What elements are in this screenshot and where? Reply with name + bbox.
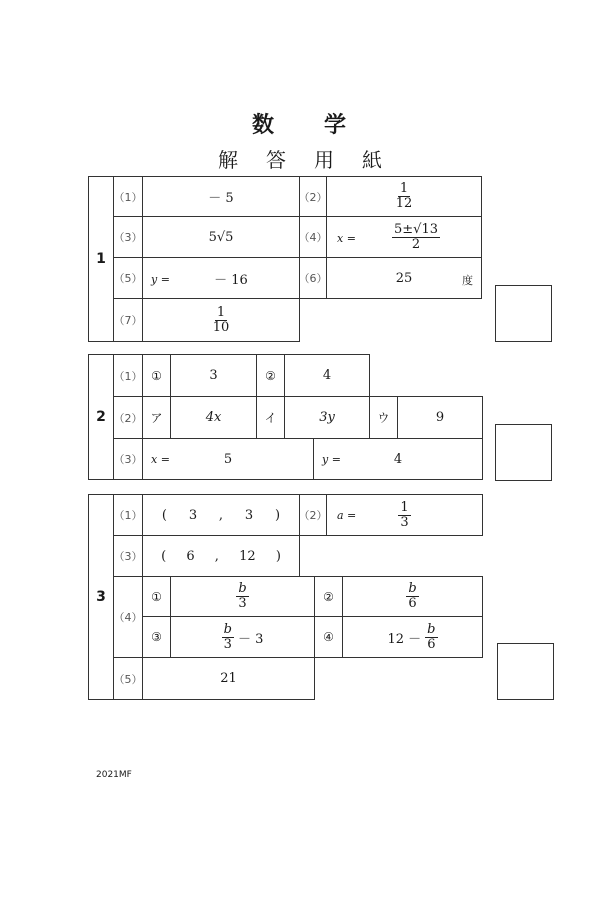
- answer-value: 4: [393, 451, 403, 467]
- comma: ,: [214, 548, 219, 564]
- answer-prefix: y =: [151, 273, 170, 286]
- item-label-3-5: （5）: [113, 657, 143, 700]
- sub-label: ④: [314, 616, 343, 658]
- item-label-3-2: （2）: [299, 494, 327, 536]
- subtitle-char: 紙: [362, 148, 382, 172]
- fraction-denominator: 10: [212, 319, 230, 335]
- item-label-2-2: （2）: [113, 396, 143, 439]
- fraction-numerator: b: [238, 581, 247, 597]
- answer-3-3[interactable]: [142, 535, 300, 577]
- paren-close: ): [275, 507, 281, 523]
- question-number-2: 2: [88, 354, 114, 480]
- item-label-1-2: （2）: [299, 176, 327, 217]
- page-subtitle: [0, 144, 600, 173]
- answer-3-5[interactable]: 21: [142, 657, 315, 700]
- coord-y: 12: [239, 548, 256, 564]
- coord-x: 3: [188, 507, 198, 523]
- fraction: [394, 182, 415, 210]
- answer-2-2-u[interactable]: 9: [397, 396, 483, 439]
- fraction: [425, 623, 437, 651]
- answer-prefix: x =: [337, 232, 356, 245]
- question-number-3: 3: [88, 494, 114, 700]
- fraction: [236, 582, 248, 610]
- sub-label: ②: [256, 354, 285, 397]
- coord-y: 3: [244, 507, 254, 523]
- answer-2-1-2[interactable]: 4: [284, 354, 370, 397]
- fraction-denominator: 3: [223, 636, 232, 652]
- fraction-numerator: 1: [216, 304, 226, 320]
- answer-value: 5: [223, 451, 233, 467]
- answer-prefix: a =: [337, 509, 357, 522]
- answer-prefix: y =: [322, 453, 341, 466]
- answer-1-5[interactable]: [142, 257, 300, 299]
- fraction: [398, 501, 410, 529]
- sub-label: イ: [256, 396, 285, 439]
- answer-3-4-2[interactable]: [342, 576, 483, 617]
- score-box-1[interactable]: [495, 285, 552, 342]
- item-label-1-7: （7）: [113, 298, 143, 342]
- item-label-3-3: （3）: [113, 535, 143, 577]
- fraction-numerator: b: [223, 621, 232, 637]
- sub-label: ウ: [369, 396, 398, 439]
- paren-open: (: [161, 548, 167, 564]
- answer-prefix: 12 －: [387, 631, 422, 647]
- answer-3-2[interactable]: [326, 494, 483, 536]
- item-label-1-4: （4）: [299, 216, 327, 258]
- answer-1-2[interactable]: [326, 176, 482, 217]
- sub-label: ①: [142, 576, 171, 617]
- score-box-2[interactable]: [495, 424, 552, 481]
- answer-2-1-1[interactable]: 3: [170, 354, 257, 397]
- fraction-denominator: 6: [408, 596, 417, 611]
- answer-2-2-a[interactable]: 4x: [170, 396, 257, 439]
- title-char: 学: [324, 113, 349, 138]
- sub-label: ②: [314, 576, 343, 617]
- fraction-denominator: 2: [411, 236, 421, 252]
- item-label-1-6: （6）: [299, 257, 327, 299]
- answer-3-4-4[interactable]: [342, 616, 483, 658]
- item-label-2-1: （1）: [113, 354, 143, 397]
- fraction-denominator: 3: [238, 596, 247, 611]
- answer-suffix: － 3: [237, 631, 264, 647]
- fraction-denominator: 3: [400, 514, 409, 530]
- paren-close: ): [275, 548, 281, 564]
- answer-1-6[interactable]: [326, 257, 482, 299]
- fraction: [211, 306, 232, 334]
- sub-label: ①: [142, 354, 171, 397]
- item-label-1-5: （5）: [113, 257, 143, 299]
- item-label-3-4: （4）: [113, 576, 143, 658]
- title-char: 数: [251, 113, 276, 138]
- item-label-1-1: （1）: [113, 176, 143, 217]
- answer-3-4-3[interactable]: [170, 616, 315, 658]
- answer-prefix: x =: [151, 453, 170, 466]
- fraction-numerator: b: [427, 621, 436, 637]
- comma: ,: [218, 507, 224, 523]
- fraction-denominator: 12: [395, 196, 413, 211]
- answer-1-1[interactable]: － 5: [142, 176, 300, 217]
- unit-label: 度: [462, 274, 473, 287]
- score-box-3[interactable]: [497, 643, 554, 700]
- coord-x: 6: [186, 548, 195, 564]
- item-label-3-1: （1）: [113, 494, 143, 536]
- answer-1-3[interactable]: 5√5: [142, 216, 300, 258]
- item-label-2-3: （3）: [113, 438, 143, 480]
- answer-3-4-1[interactable]: [170, 576, 315, 617]
- fraction: [392, 223, 440, 251]
- paren-open: (: [161, 507, 167, 523]
- fraction-numerator: 1: [400, 499, 409, 515]
- fraction-numerator: b: [408, 581, 417, 597]
- answer-2-2-i[interactable]: 3y: [284, 396, 370, 439]
- answer-value: － 16: [214, 272, 248, 288]
- subtitle-char: 用: [314, 148, 334, 172]
- subtitle-char: 解: [218, 148, 238, 172]
- answer-2-3-y[interactable]: [313, 438, 483, 480]
- sub-label: ア: [142, 396, 171, 439]
- item-label-1-3: （3）: [113, 216, 143, 258]
- sub-label: ③: [142, 616, 171, 658]
- page-title: [0, 108, 600, 139]
- answer-1-7[interactable]: [142, 298, 300, 342]
- fraction-numerator: 5±√13: [394, 221, 438, 237]
- question-number-1: 1: [88, 176, 114, 342]
- fraction: [222, 623, 234, 651]
- answer-1-4[interactable]: [326, 216, 482, 258]
- fraction-denominator: 6: [427, 636, 436, 652]
- fraction: [406, 582, 418, 610]
- answer-value: 25: [395, 270, 413, 286]
- fraction-numerator: 1: [399, 181, 409, 197]
- answer-2-3-x[interactable]: [142, 438, 314, 480]
- answer-3-1[interactable]: [142, 494, 300, 536]
- subtitle-char: 答: [266, 148, 286, 172]
- document-code: 2021MF: [96, 770, 132, 780]
